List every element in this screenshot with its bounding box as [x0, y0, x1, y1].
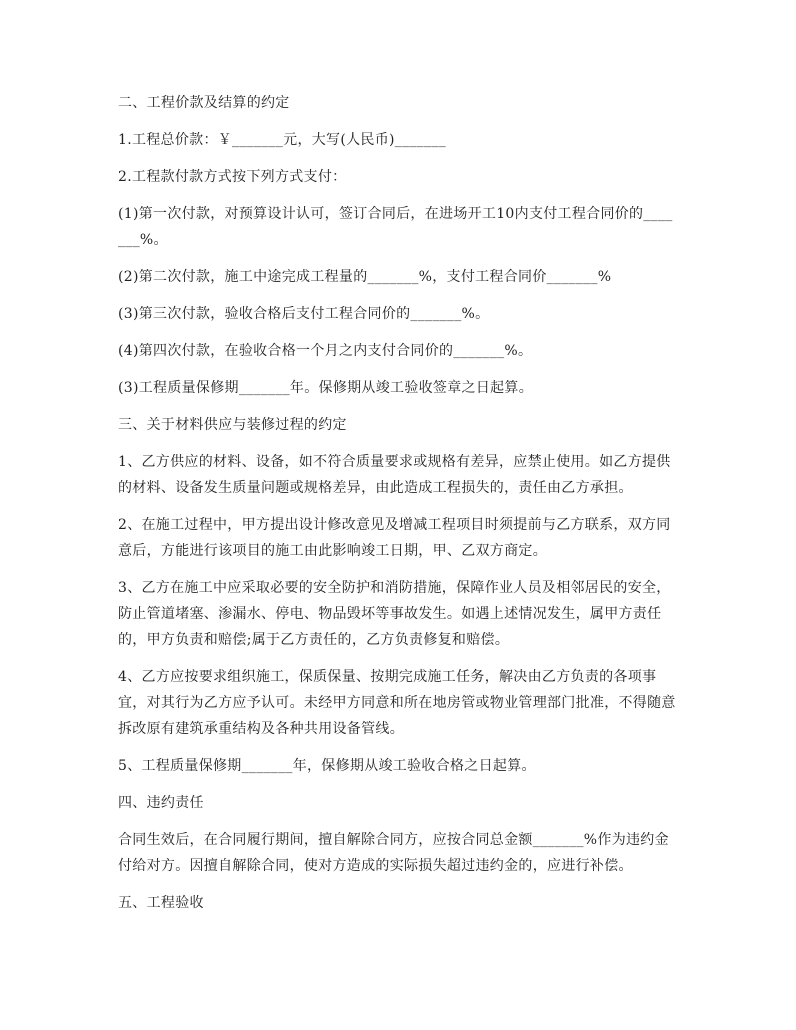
document-body: [118, 90, 678, 927]
clause-safety-measures: 3、乙方在施工中应采取必要的安全防护和消防措施，保障作业人员及相邻居民的安全，防止管道堵塞、渗漏水、停电、物品毁坏等事故发生。如遇上述情况发生，属甲方责任的，甲方负责和赔偿;属于乙方责任的，乙方负责修复和赔偿。: [118, 580, 671, 648]
clause-construction-organization: 4、乙方应按要求组织施工，保质保量、按期完成施工任务，解决由乙方负责的各项事宜，对其行为乙方应予认可。未经甲方同意和所在地房管或物业管理部门批准，不得随意拆改原有建筑承重结构及各种共用设备管线。: [118, 669, 676, 737]
section-heading-liability: 四、违约责任: [118, 795, 204, 811]
section-heading-acceptance: 五、工程验收: [118, 895, 204, 911]
clause-third-payment: (3)第三次付款，验收合格后支付工程合同价的_______%。: [118, 306, 490, 322]
section-heading-price-settlement: 二、工程价款及结算的约定: [118, 95, 290, 111]
clause-fourth-payment: (4)第四次付款，在验收合格一个月之内支付合同价的_______%。: [118, 343, 533, 359]
clause-total-price: 1.工程总价款：￥_______元，大写(人民币)_______: [118, 132, 446, 148]
clause-first-payment: (1)第一次付款，对预算设计认可，签订合同后，在进场开工10内支付工程合同价的_______%。: [118, 206, 673, 248]
clause-materials-quality: 1、乙方供应的材料、设备，如不符合质量要求或规格有差异，应禁止使用。如乙方提供的材料、设备发生质量问题或规格差异，由此造成工程损失的，责任由乙方承担。: [118, 454, 671, 496]
clause-second-payment: (2)第二次付款，施工中途完成工程量的_______%，支付工程合同价_______%: [118, 269, 612, 285]
clause-design-changes: 2、在施工过程中，甲方提出设计修改意见及增减工程项目时须提前与乙方联系，双方同意后，方能进行该项目的施工由此影响竣工日期，甲、乙双方商定。: [118, 517, 671, 559]
clause-warranty-period: (3)工程质量保修期_______年。保修期从竣工验收签章之日起算。: [118, 380, 534, 396]
clause-breach-penalty: 合同生效后，在合同履行期间，擅自解除合同方，应按合同总金额_______%作为违约金付给对方。因擅自解除合同，使对方造成的实际损失超过违约金的，应进行补偿。: [118, 832, 669, 874]
clause-payment-method: 2.工程款付款方式按下列方式支付：: [118, 169, 347, 185]
clause-quality-warranty: 5、工程质量保修期_______年，保修期从竣工验收合格之日起算。: [118, 758, 536, 774]
section-heading-materials: 三、关于材料供应与装修过程的约定: [118, 417, 347, 433]
